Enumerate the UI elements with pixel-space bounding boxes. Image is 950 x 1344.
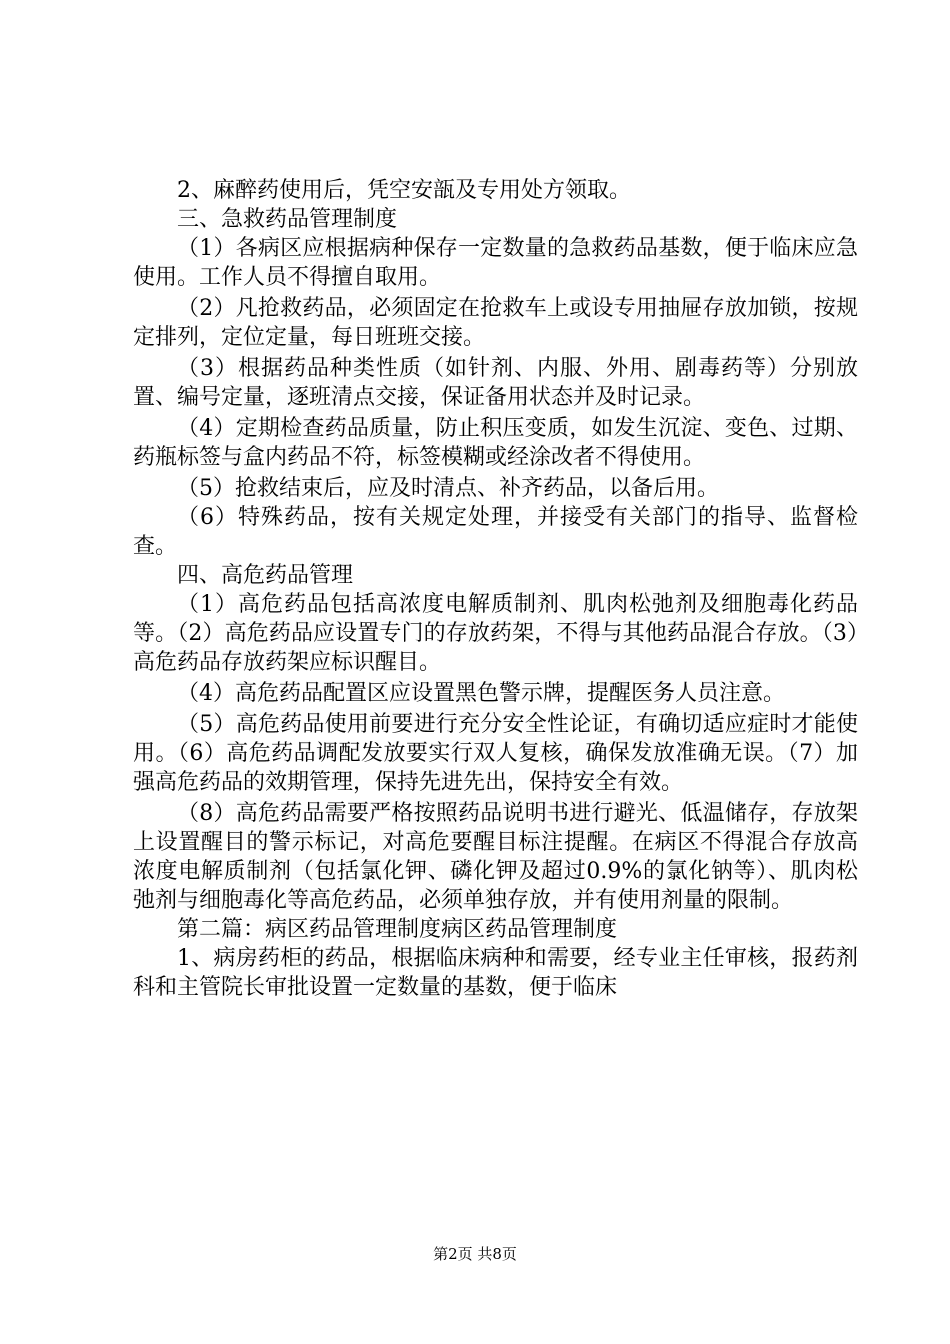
paragraph-8: （6）特殊药品，按有关规定处理，并接受有关部门的指导、监督检查。 [133, 505, 858, 559]
section-heading-4: 四、高危药品管理 [177, 563, 354, 588]
document-body [133, 176, 858, 1002]
paragraph-13: （8）高危药品需要严格按照药品说明书进行避光、低温储存，存放架上设置醒目的警示标记，对高危要醒目标注提醒。在病区不得混合存放高浓度电解质制剂（包括氯化钾、磷化钾及超过0.9%的氯化钠等）、肌肉松弛剂与细胞毒化等高危药品，必须单独存放，并有使用剂量的限制。 [133, 801, 858, 913]
paragraph-1: 2、麻醉药使用后，凭空安瓿及专用处方领取。 [177, 178, 631, 203]
paragraph-4: （2）凡抢救药品，必须固定在抢救车上或设专用抽屉存放加锁，按规定排列，定位定量，每日班班交接。 [133, 296, 858, 350]
paragraph-15: 1、病房药柜的药品，根据临床病种和需要，经专业主任审核，报药剂科和主管院长审批设置一定数量的基数，便于临床 [133, 946, 858, 1000]
paragraph-12: （5）高危药品使用前要进行充分安全性论证，有确切适应症时才能使用。（6）高危药品调配发放要实行双人复核，确保发放准确无误。（7）加强高危药品的效期管理，保持先进先出，保持安全有效。 [133, 712, 858, 795]
paragraph-6: （4）定期检查药品质量，防止积压变质，如发生沉淀、变色、过期、药瓶标签与盒内药品不符，标签模糊或经涂改者不得使用。 [133, 416, 858, 470]
paragraph-3: （1）各病区应根据病种保存一定数量的急救药品基数，便于临床应急使用。工作人员不得擅自取用。 [133, 236, 858, 290]
paragraph-5: （3）根据药品种类性质（如针剂、内服、外用、剧毒药等）分别放置、编号定量，逐班清点交接，保证备用状态并及时记录。 [133, 356, 858, 410]
chapter-heading-2: 第二篇：病区药品管理制度病区药品管理制度 [177, 917, 618, 942]
paragraph-7: （5）抢救结束后，应及时清点、补齐药品，以备后用。 [177, 476, 719, 501]
paragraph-10: （1）高危药品包括高浓度电解质制剂、肌肉松弛剂及细胞毒化药品等。（2）高危药品应设置专门的存放药架，不得与其他药品混合存放。（3）高危药品存放药架应标识醒目。 [133, 592, 858, 675]
paragraph-11: （4）高危药品配置区应设置黑色警示牌，提醒医务人员注意。 [177, 681, 785, 706]
section-heading-3: 三、急救药品管理制度 [177, 207, 398, 232]
page-footer: 第2页 共8页 [433, 1245, 517, 1263]
